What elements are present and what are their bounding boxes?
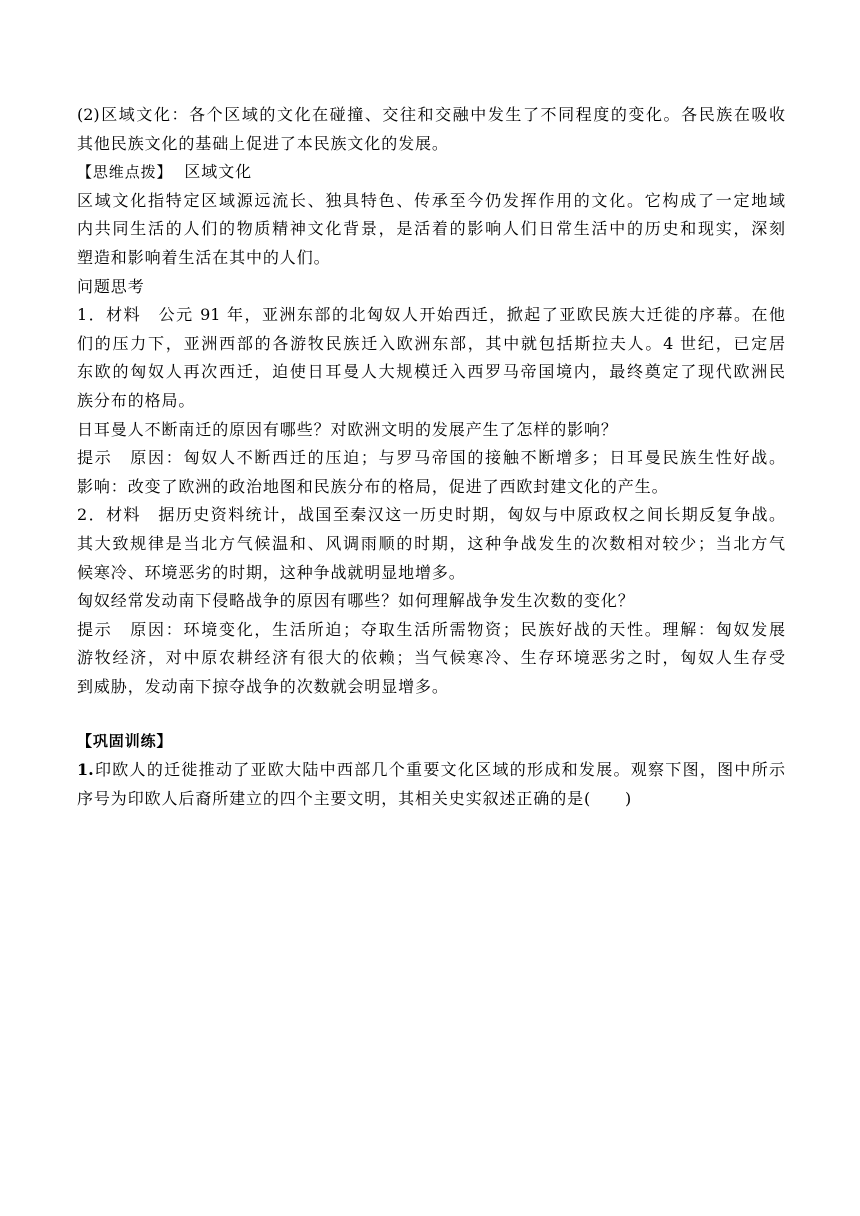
q1-material-line-2: 们的压力下，亚洲西部的各游牧民族迁入欧洲东部，其中就包括斯拉夫人。4 世纪，已定居	[77, 333, 785, 353]
section-spacer	[77, 701, 785, 727]
q2-answer-line-1: 提示 原因：环境变化，生活所迫；夺取生活所需物资；民族好战的天性。理解：匈奴发展	[77, 619, 785, 639]
practice-q1-number: 1.	[77, 760, 94, 780]
q1-material-line-3: 东欧的匈奴人再次西迁，迫使日耳曼人大规模迁入西罗马帝国境内，最终奠定了现代欧洲民	[77, 362, 785, 382]
thinking-tip-heading	[77, 158, 785, 187]
thinking-tip-line-3: 塑造和影响着生活在其中的人们。	[77, 247, 331, 267]
q2-answer-line-3: 到威胁，发动南下掠夺战争的次数就会明显增多。	[77, 676, 449, 696]
q2-material-line-3: 候寒冷、环境恶劣的时期，这种争战就明显地增多。	[77, 562, 466, 582]
regional-culture-line-2: 其他民族文化的基础上促进了本民族文化的发展。	[77, 133, 449, 153]
q2-question: 匈奴经常发动南下侵略战争的原因有哪些？如何理解战争发生次数的变化？	[77, 591, 635, 611]
questions-heading: 问题思考	[77, 276, 145, 296]
q1-material-line-4: 族分布的格局。	[77, 390, 196, 410]
q2-material-line-1: 2．材料 据历史资料统计，战国至秦汉这一历史时期，匈奴与中原政权之间长期反复争战。	[77, 505, 785, 525]
thinking-tip-label: 【思维点拨】	[77, 163, 173, 182]
q1-answer-line-1: 提示 原因：匈奴人不断西迁的压迫；与罗马帝国的接触不断增多；日耳曼民族生性好战。	[77, 448, 785, 468]
thinking-tip-topic: 区域文化	[184, 162, 252, 182]
q1-answer-line-2: 影响：改变了欧洲的政治地图和民族分布的格局，促进了西欧封建文化的产生。	[77, 476, 669, 496]
q1-question: 日耳曼人不断南迁的原因有哪些？对欧洲文明的发展产生了怎样的影响？	[77, 419, 618, 439]
thinking-tip-line-2: 内共同生活的人们的物质精神文化背景，是活着的影响人们日常生活中的历史和现实，深刻	[77, 219, 785, 239]
document-page	[77, 101, 785, 813]
thinking-tip-line-1: 区域文化指特定区域源远流长、独具特色、传承至今仍发挥作用的文化。它构成了一定地域	[77, 190, 785, 210]
practice-heading	[77, 727, 785, 756]
q2-material-line-2: 其大致规律是当北方气候温和、风调雨顺的时期，这种争战发生的次数相对较少；当北方气	[77, 533, 785, 553]
practice-q1-line-1	[77, 756, 785, 785]
practice-q1-text-1: 印欧人的迁徙推动了亚欧大陆中西部几个重要文化区域的形成和发展。观察下图，图中所示	[93, 760, 785, 780]
regional-culture-line-1: (2)区域文化：各个区域的文化在碰撞、交往和交融中发生了不同程度的变化。各民族在吸收	[77, 105, 785, 124]
q2-answer-line-2: 游牧经济，对中原农耕经济有很大的依赖；当气候寒冷、生存环境恶劣之时，匈奴人生存受	[77, 648, 785, 668]
q1-material-line-1: 1．材料 公元 91 年，亚洲东部的北匈奴人开始西迁，掀起了亚欧民族大迁徙的序幕。在他	[77, 305, 785, 325]
practice-q1-line-2: 序号为印欧人后裔所建立的四个主要文明，其相关史实叙述正确的是( )	[77, 788, 633, 808]
practice-heading-label: 【巩固训练】	[77, 732, 173, 751]
